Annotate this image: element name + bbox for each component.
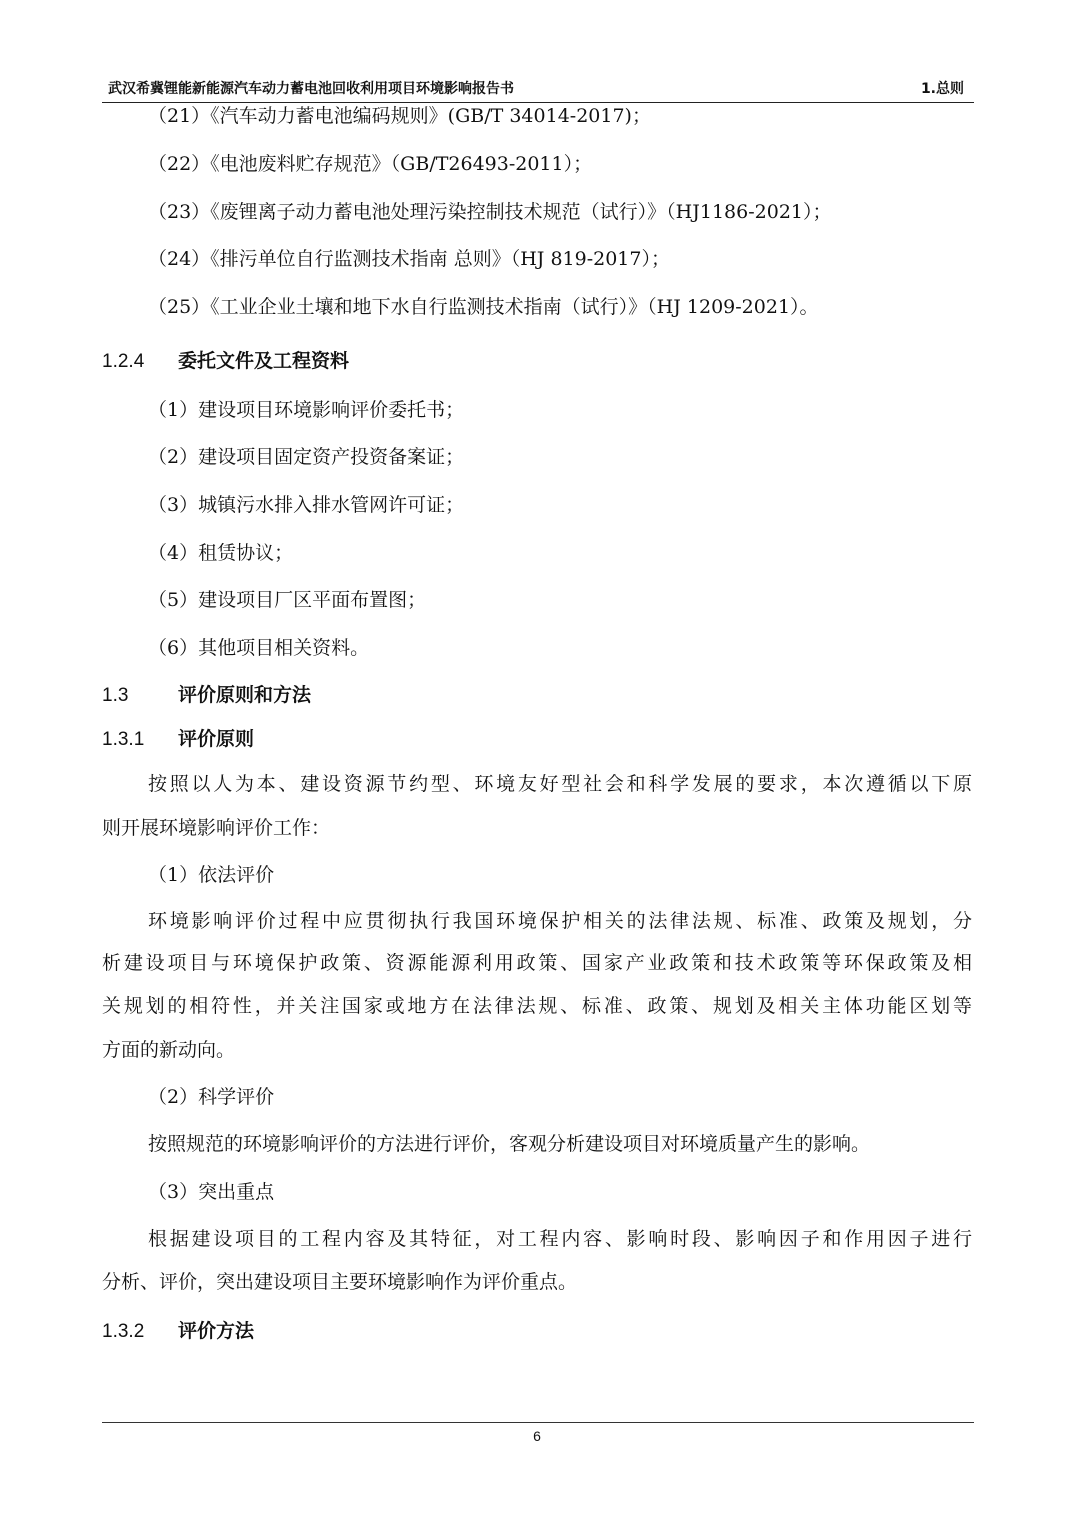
- standard-item-24: （24）《排污单位自行监测技术指南 总则》（HJ 819-2017）；: [148, 248, 670, 270]
- principle-1-line-2: 析建设项目与环境保护政策、资源能源利用政策、国家产业政策和技术政策等环保政策及相: [102, 952, 972, 974]
- page-number: 6: [533, 1428, 541, 1444]
- section-title: 评价方法: [178, 1320, 255, 1342]
- principle-3-line-2: 分析、评价，突出建设项目主要环境影响作为评价重点。: [102, 1271, 578, 1293]
- intro-line-2: 则开展环境影响评价工作：: [102, 817, 331, 839]
- principle-1-line-1: 环境影响评价过程中应贯彻执行我国环境保护相关的法律法规、标准、政策及规划，分: [148, 910, 972, 932]
- standard-item-21: （21）《汽车动力蓄电池编码规则》(GB/T 34014-2017)；: [148, 105, 651, 127]
- section-title: 评价原则和方法: [178, 684, 312, 706]
- footer-divider: [102, 1422, 974, 1423]
- header-chapter: 1.总则: [920, 81, 964, 97]
- section-title: 委托文件及工程资料: [178, 350, 350, 372]
- section-heading-1-3-1: [102, 726, 254, 753]
- document-item-6: （6）其他项目相关资料。: [148, 637, 370, 659]
- document-item-3: （3）城镇污水排入排水管网许可证；: [148, 494, 465, 516]
- header-document-title: 武汉希冀锂能新能源汽车动力蓄电池回收利用项目环境影响报告书: [108, 81, 514, 97]
- section-number: 1.3.2: [102, 1321, 145, 1342]
- section-number: 1.3.1: [102, 729, 145, 750]
- section-heading-1-3-2: [102, 1318, 254, 1345]
- section-title: 评价原则: [178, 728, 255, 750]
- standard-item-22: （22）《电池废料贮存规范》（GB/T26493-2011）；: [148, 153, 593, 175]
- principle-1-line-4: 方面的新动向。: [102, 1039, 236, 1061]
- standard-item-25: （25）《工业企业土壤和地下水自行监测技术指南（试行）》（HJ 1209-2021）。: [148, 296, 819, 318]
- document-item-4: （4）租赁协议；: [148, 542, 294, 564]
- document-item-5: （5）建设项目厂区平面布置图；: [148, 589, 427, 611]
- standard-item-23: （23）《废锂离子动力蓄电池处理污染控制技术规范（试行）》（HJ1186-2021）；: [148, 201, 832, 223]
- section-heading-1-2-4: [102, 348, 349, 375]
- principle-label-2: （2）科学评价: [148, 1086, 275, 1108]
- section-heading-1-3: [102, 682, 311, 709]
- document-item-1: （1）建设项目环境影响评价委托书；: [148, 399, 465, 421]
- principle-1-line-3: 关规划的相符性，并关注国家或地方在法律法规、标准、政策、规划及相关主体功能区划等: [102, 995, 972, 1017]
- principle-label-3: （3）突出重点: [148, 1181, 275, 1203]
- section-number: 1.2.4: [102, 351, 145, 372]
- section-number: 1.3: [102, 685, 129, 706]
- page-header: [102, 78, 974, 103]
- principle-label-1: （1）依法评价: [148, 864, 275, 886]
- intro-line-1: 按照以人为本、建设资源节约型、环境友好型社会和科学发展的要求，本次遵循以下原: [148, 773, 972, 795]
- principle-2-line-1: 按照规范的环境影响评价的方法进行评价，客观分析建设项目对环境质量产生的影响。: [148, 1133, 871, 1155]
- principle-3-line-1: 根据建设项目的工程内容及其特征，对工程内容、影响时段、影响因子和作用因子进行: [148, 1228, 972, 1250]
- document-item-2: （2）建设项目固定资产投资备案证；: [148, 446, 465, 468]
